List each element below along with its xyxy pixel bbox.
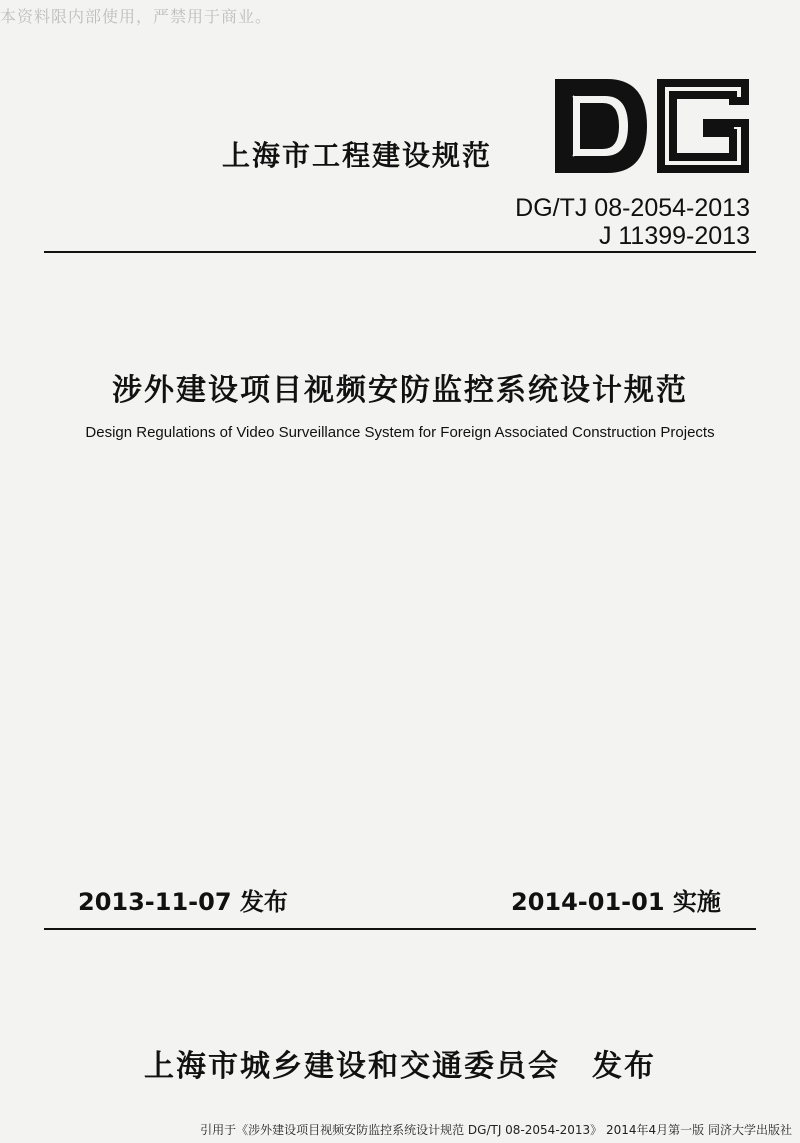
watermark-text: 本资料限内部使用，严禁用于商业。 xyxy=(0,7,273,26)
issue-date: 2013-11-07 发布 xyxy=(78,888,288,916)
bottom-divider xyxy=(44,928,756,930)
standard-code: DG/TJ 08-2054-2013 xyxy=(515,194,750,222)
top-divider xyxy=(44,251,756,253)
title-chinese: 涉外建设项目视频安防监控系统设计规范 xyxy=(112,373,688,408)
issuer: 上海市城乡建设和交通委员会 发布 xyxy=(144,1049,656,1084)
record-code: J 11399-2013 xyxy=(598,222,750,250)
title-english: Design Regulations of Video Surveillance System for Foreign Associated Construction Projects xyxy=(85,424,715,441)
series-title: 上海市工程建设规范 xyxy=(222,139,493,172)
dg-logo-text: DG xyxy=(553,77,555,78)
implementation-date: 2014-01-01 实施 xyxy=(511,888,721,916)
citation-footer: 引用于《涉外建设项目视频安防监控系统设计规范 DG/TJ 08-2054-2013》 2014年4月第一版 同济大学出版社 xyxy=(200,1123,792,1137)
dg-logo xyxy=(553,77,751,175)
